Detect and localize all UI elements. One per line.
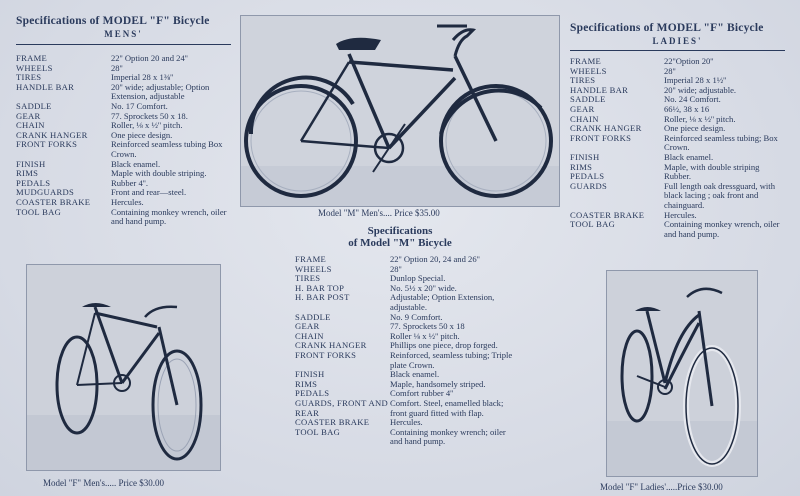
spec-label: TIRES [570,75,596,86]
spec-value: 22'' Option 20, 24 and 26'' [390,254,480,264]
model-m-title [320,225,480,249]
spec-value: 20'' wide; adjustable; Option Extension, adjustable [111,81,210,102]
spec-label: CRANK HANGER [295,340,367,351]
spec-label: GUARDS [570,180,608,191]
spec-label: COASTER BRAKE [570,209,645,220]
spec-label: SADDLE [295,311,331,322]
spec-value: 28'' [664,65,676,76]
spec-value: Reinforced, seamless tubing; Triple plate Crown. [390,349,513,370]
spec-value: Black enamel. [664,151,714,162]
spec-value: Full length oak dressguard, with black lacing ; oak front and chainguard. [664,180,775,210]
model-m-title-line2: of Model "M" Bicycle [348,237,452,249]
spec-label: WHEELS [295,263,332,274]
mens-f-title: Specifications of MODEL "F" Bicycle [16,15,210,27]
model-m-spec-list [295,255,517,447]
spec-row [295,399,517,418]
spec-label: FRAME [16,53,48,63]
spec-label: COASTER BRAKE [295,417,370,428]
spec-value: Containing monkey wrench; oiler and hand pump. [390,426,506,447]
spec-label: FRAME [570,56,602,66]
spec-label: CHAIN [295,330,324,341]
spec-value: Dunlop Special. [390,273,446,284]
spec-value: 28'' [111,62,123,73]
spec-value: Phillips one piece, drop forged. [390,340,498,351]
spec-value: Containing monkey wrench, oiler and hand pump. [664,219,780,239]
spec-label: FRONT FORKS [295,349,357,360]
mens-f-spec-list [16,54,236,227]
spec-value: Roller ⅛ x ½'' pitch. [390,330,460,341]
spec-label: HANDLE BAR [16,81,75,92]
spec-label: H. BAR POST [295,292,350,303]
spec-value: Hercules. [390,417,423,428]
spec-value: Reinforced seamless tubing; Box Crown. [664,132,778,153]
spec-label: FRONT FORKS [570,132,632,143]
spec-label: SADDLE [16,100,52,111]
ladies-f-rule [570,50,785,51]
spec-row [570,220,788,239]
spec-label: RIMS [570,161,593,172]
ladies-f-caption: Model "F" Ladies'.....Price $30.00 [600,482,723,492]
spec-label: FINISH [570,151,600,162]
spec-label: CHAIN [16,120,45,131]
spec-label: GEAR [16,110,41,121]
spec-label: SADDLE [570,94,606,105]
spec-value: 77. Sprockets 50 x 18 [390,321,465,332]
spec-value: Maple, handsomely striped. [390,378,486,389]
spec-label: FINISH [295,369,325,380]
spec-value: Maple, with double striping [664,161,760,172]
spec-value: Rubber. [664,171,691,182]
spec-label: TOOL BAG [16,206,62,217]
mens-f-bicycle-photo [26,264,221,471]
spec-row [295,351,517,370]
spec-label: HANDLE BAR [570,84,629,95]
spec-label: TOOL BAG [570,219,616,230]
spec-value: Reinforced seamless tubing Box Crown. [111,139,223,159]
spec-label: TIRES [295,273,321,284]
spec-label: FRAME [295,254,327,264]
spec-row [570,182,788,211]
ladies-f-subtitle: LADIES' [652,36,703,46]
ladies-f-bicycle-illustration [607,271,757,476]
spec-row [295,428,517,447]
spec-value: One piece design. [111,129,173,140]
spec-value: Imperial 28 x 1½'' [664,75,727,86]
spec-value: 28'' [390,263,402,274]
spec-value: 22''Option 20'' [664,56,714,66]
model-m-bicycle-illustration [241,16,559,206]
spec-label: PEDALS [570,171,605,182]
spec-value: No. 5½ x 20'' wide. [390,282,457,293]
spec-value: 20'' wide; adjustable. [664,84,737,95]
spec-label: PEDALS [295,388,330,399]
spec-value: Imperial 28 x 1⅜'' [111,72,174,83]
spec-label: GEAR [570,103,595,114]
spec-label: TOOL BAG [295,426,341,437]
model-m-title-line1: Specifications [367,225,433,237]
mens-f-rule [16,44,231,45]
spec-label: CHAIN [570,113,599,124]
spec-value: 22'' Option 20 and 24'' [111,53,188,63]
spec-label: CRANK HANGER [16,129,88,140]
spec-label: RIMS [16,168,39,179]
ladies-f-spec-list [570,57,788,239]
spec-value: 77. Sprockets 50 x 18. [111,110,188,121]
spec-value: Front and rear—steel. [111,187,187,198]
spec-value: Hercules. [664,209,697,220]
spec-value: 66½, 38 x 16 [664,103,710,114]
ladies-f-title: Specifications of MODEL "F" Bicycle [570,22,764,34]
mens-f-caption: Model "F" Men's..... Price $30.00 [43,478,164,488]
spec-row [16,140,236,159]
spec-row [16,208,236,227]
spec-label: GUARDS, FRONT AND REAR [295,397,389,418]
spec-value: Hercules. [111,196,144,207]
model-m-caption: Model "M" Men's.... Price $35.00 [318,208,440,218]
spec-label: FRONT FORKS [16,139,78,150]
spec-label: GEAR [295,321,320,332]
spec-label: COASTER BRAKE [16,196,91,207]
spec-row [295,293,517,312]
ladies-f-bicycle-photo [606,270,758,477]
mens-f-subtitle: MENS' [104,29,143,39]
spec-label: PEDALS [16,177,51,188]
spec-value: Rubber 4''. [111,177,148,188]
spec-label: H. BAR TOP [295,282,345,293]
spec-value: No. 17 Comfort. [111,100,168,111]
spec-row [16,83,236,102]
spec-label: WHEELS [16,62,53,73]
mens-f-bicycle-illustration [27,265,220,470]
spec-value: Containing monkey wrench, oiler and hand pump. [111,206,227,227]
spec-value: Black enamel. [111,158,161,169]
spec-label: MUDGUARDS [16,187,75,198]
spec-value: Roller, ⅛ x ½'' pitch. [664,113,736,124]
spec-value: Adjustable; Option Extension, adjustable. [390,292,495,312]
spec-value: Black enamel. [390,369,440,380]
spec-value: Roller, ⅛ x ½'' pitch. [111,120,183,131]
spec-value: One piece design. [664,123,726,134]
spec-label: TIRES [16,72,42,83]
spec-value: No. 9 Comfort. [390,311,443,322]
spec-label: CRANK HANGER [570,123,642,134]
spec-value: Comfort. Steel, enamelled black; front guard fitted with flap. [390,397,504,418]
spec-label: FINISH [16,158,46,169]
spec-value: No. 24 Comfort. [664,94,721,105]
spec-row [570,134,788,153]
spec-label: WHEELS [570,65,607,76]
spec-value: Maple with double striping. [111,168,207,179]
spec-value: Comfort rubber 4'' [390,388,454,399]
spec-label: RIMS [295,378,318,389]
model-m-bicycle-photo [240,15,560,207]
